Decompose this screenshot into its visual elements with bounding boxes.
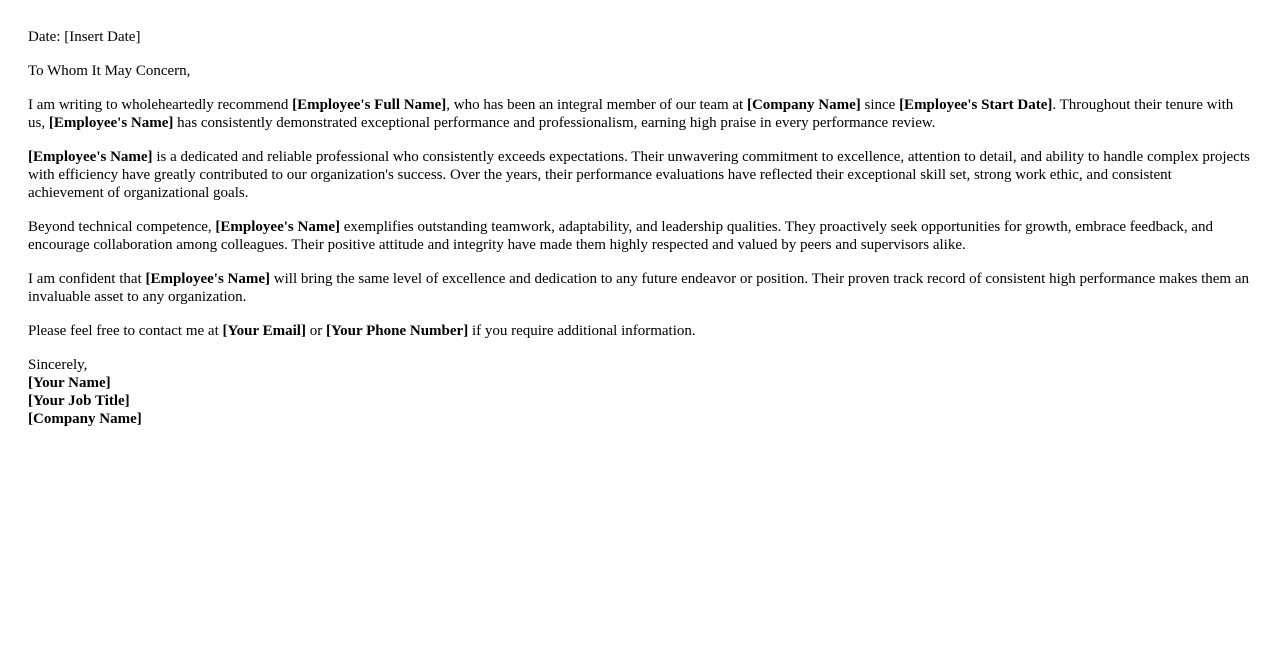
signer-name: [Your Name] bbox=[28, 375, 111, 391]
date-text: Date: [Insert Date] bbox=[28, 29, 141, 45]
employee-name-placeholder: [Employee's Name] bbox=[145, 271, 271, 287]
signer-company: [Company Name] bbox=[28, 411, 142, 427]
paragraph-confidence bbox=[28, 270, 1250, 306]
salutation bbox=[28, 62, 1250, 80]
confidence-text-2: will bring the same level of excellence and dedication to any future endeavor or position. Their proven track record of consistent high performance makes them an invaluable asset to any organization. bbox=[28, 271, 1249, 305]
contact-text-2: or bbox=[305, 323, 326, 339]
closing-text: Sincerely, bbox=[28, 357, 88, 373]
employee-full-name-placeholder: [Employee's Full Name] bbox=[292, 97, 447, 113]
start-date-placeholder: [Employee's Start Date] bbox=[899, 97, 1053, 113]
employee-name-placeholder: [Employee's Name] bbox=[28, 149, 153, 165]
phone-placeholder: [Your Phone Number] bbox=[325, 323, 469, 339]
paragraph-dedication bbox=[28, 148, 1250, 202]
teamwork-text-1: Beyond technical competence, bbox=[28, 219, 216, 235]
date-line bbox=[28, 28, 1250, 46]
confidence-text-1: I am confident that bbox=[28, 271, 146, 287]
email-placeholder: [Your Email] bbox=[222, 323, 306, 339]
intro-text-4: . Throughout their tenure with us, bbox=[28, 97, 1234, 131]
signature-block bbox=[28, 356, 1250, 428]
intro-text-2: , who has been an integral member of our team at bbox=[446, 97, 747, 113]
teamwork-text-2: exemplifies outstanding teamwork, adaptability, and leadership qualities. They proactively seek opportunities for growth, embrace feedback, and encourage collaboration among colleagues. Their positive attitude and integrity have made them highly respected and valued by peers and supervisors alike. bbox=[28, 219, 1214, 253]
intro-text-1: I am writing to wholeheartedly recommend bbox=[28, 97, 293, 113]
contact-text-1: Please feel free to contact me at bbox=[28, 323, 223, 339]
salutation-text: To Whom It May Concern, bbox=[28, 63, 191, 79]
paragraph-teamwork bbox=[28, 218, 1250, 254]
contact-text-3: if you require additional information. bbox=[468, 323, 696, 339]
intro-text-5: has consistently demonstrated exceptional performance and professionalism, earning high praise in every performance review. bbox=[173, 115, 936, 131]
paragraph-contact bbox=[28, 322, 1250, 340]
recommendation-letter bbox=[28, 28, 1250, 444]
employee-name-placeholder: [Employee's Name] bbox=[215, 219, 340, 235]
employee-name-placeholder: [Employee's Name] bbox=[48, 115, 174, 131]
company-name-placeholder: [Company Name] bbox=[746, 97, 861, 113]
dedication-text: is a dedicated and reliable professional who consistently exceeds expectations. Their unwavering commitment to excellence, attention to detail, and ability to handle complex projects with efficiency have greatly contributed to our organization's success. Over the years, their performance evaluations have reflected their exceptional skill set, strong work ethic, and consistent achievement of organizational goals. bbox=[28, 149, 1250, 201]
signer-job-title: [Your Job Title] bbox=[28, 393, 130, 409]
paragraph-introduction bbox=[28, 96, 1250, 132]
intro-text-3: since bbox=[860, 97, 900, 113]
